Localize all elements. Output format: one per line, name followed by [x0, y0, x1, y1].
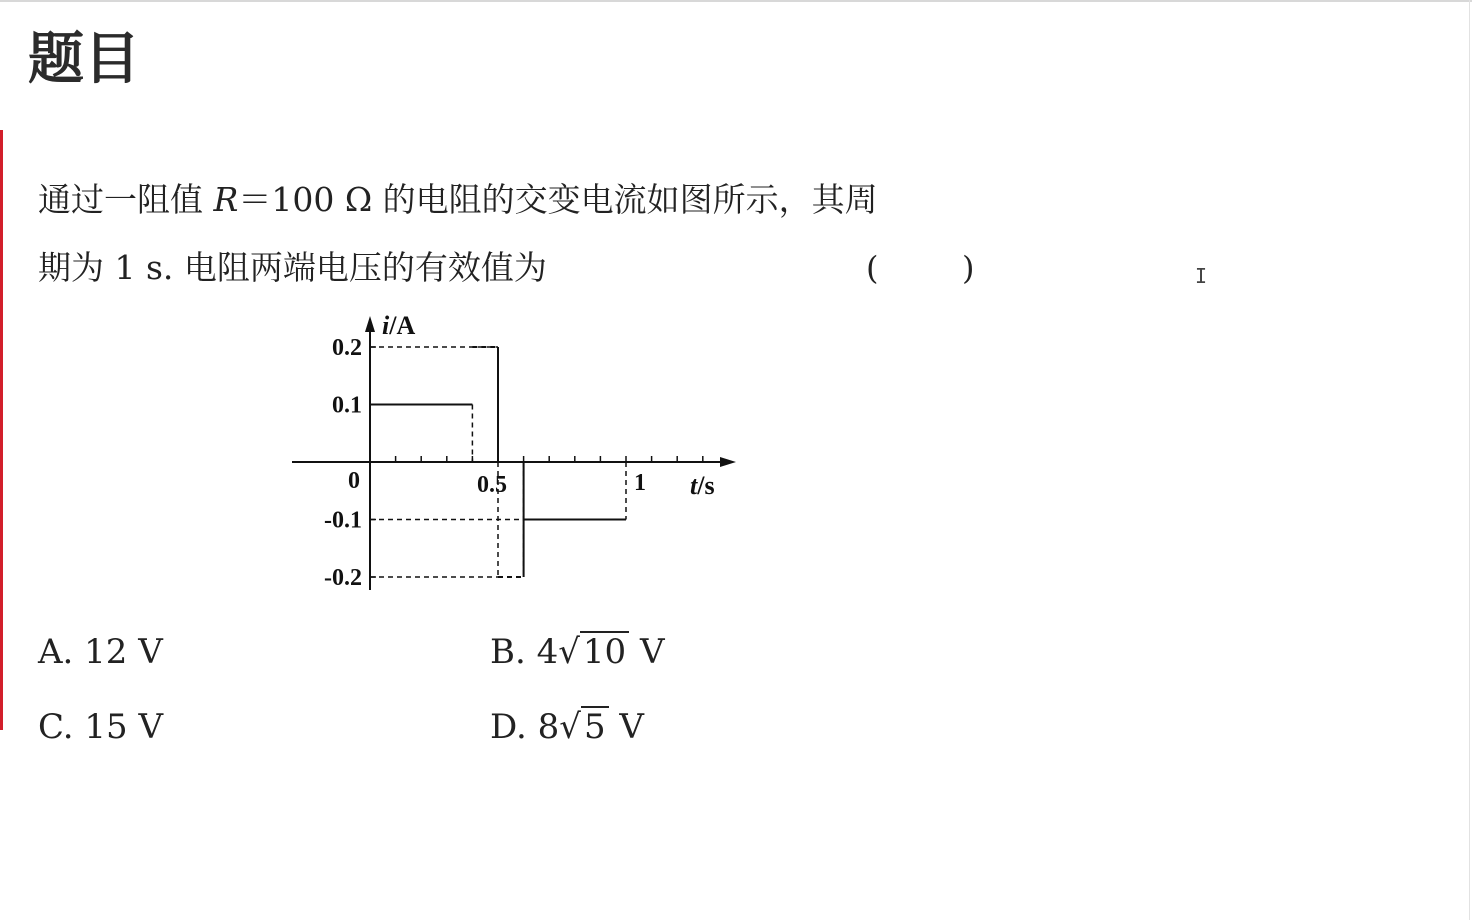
- page-title: 题目: [28, 27, 140, 92]
- option-d[interactable]: [490, 705, 644, 749]
- sqrt-five: √5: [559, 705, 608, 749]
- resistance-variable: R: [213, 180, 239, 219]
- text-cursor-icon: I: [1195, 264, 1208, 288]
- y-axis-arrow: [365, 316, 375, 332]
- option-c[interactable]: C. 15 V: [38, 707, 164, 747]
- answer-blank: [866, 246, 975, 290]
- right-border: [1469, 0, 1470, 920]
- option-a[interactable]: A. 12 V: [38, 632, 163, 672]
- question-line-2: 期为 1 s. 电阻两端电压的有效值为: [38, 248, 547, 287]
- option-b-radicand: 10: [580, 631, 629, 671]
- x-tick-label: 1: [634, 470, 646, 496]
- option-d-prefix: D. 8: [490, 707, 560, 747]
- y-axis-label: i/A: [382, 311, 416, 340]
- option-d-radicand: 5: [581, 706, 609, 746]
- accent-bar: [0, 130, 3, 730]
- sqrt-ten: √10: [558, 630, 629, 674]
- y-tick-label: -0.2: [324, 565, 362, 591]
- option-b[interactable]: [490, 630, 665, 674]
- question-text-b: ＝100 Ω 的电阻的交变电流如图所示，其周: [238, 180, 878, 219]
- answer-paren-right: ): [962, 249, 975, 287]
- y-tick-label: -0.1: [324, 507, 362, 534]
- y-tick-label: 0.1: [332, 392, 362, 419]
- option-b-unit: V: [629, 632, 665, 672]
- question-text-a: 通过一阻值: [38, 180, 214, 219]
- y-tick-label: 0.2: [332, 335, 362, 361]
- answer-paren-left: (: [866, 249, 879, 287]
- x-tick-label: 0: [348, 468, 360, 494]
- x-tick-label: 0.5: [477, 472, 507, 498]
- current-time-graph: [270, 300, 750, 600]
- x-axis-label: t/s: [690, 471, 715, 500]
- chart-labels: [324, 311, 715, 591]
- option-d-unit: V: [608, 707, 644, 747]
- top-border: [0, 0, 1472, 2]
- question-line-1: [38, 178, 878, 222]
- x-axis-arrow: [720, 457, 736, 467]
- option-b-prefix: B. 4: [490, 632, 559, 672]
